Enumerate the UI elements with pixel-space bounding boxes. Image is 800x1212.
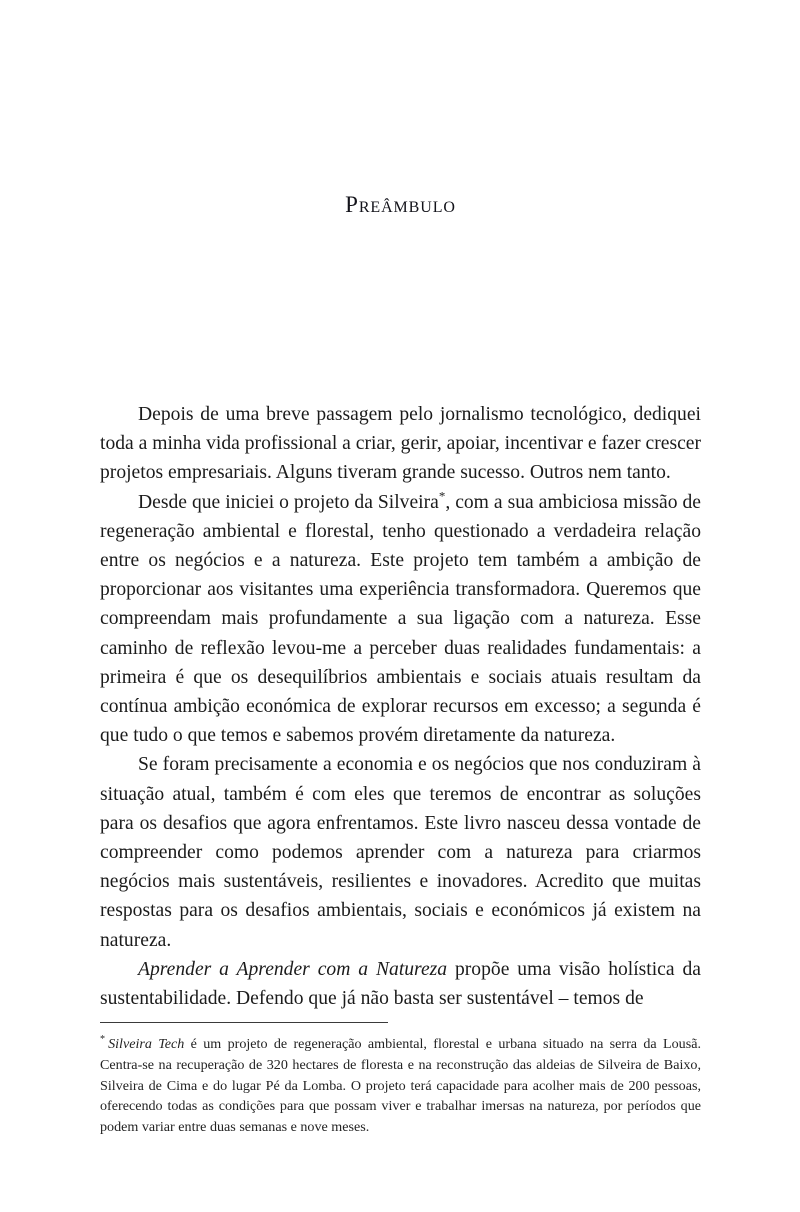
paragraph-2 (100, 488, 701, 751)
footnote-marker: * (100, 1034, 106, 1046)
paragraph-2-text-after-footnote: , com a sua ambiciosa missão de regeneração ambiental e florestal, tenho questionado a verdadeira relação entre os negócios e a natureza. Este projeto tem também a ambição de proporcionar aos visitantes uma experiência transformadora. Queremos que compreendam mais profundamente a sua ligação com a natureza. Esse caminho de reflexão levou-me a perceber duas realidades fundamentais: a primeira é que os desequilíbrios ambientais e sociais atuais resultam da contínua ambição económica de explorar recursos em excesso; a segunda é que tudo o que temos e sabemos provém diretamente da natureza. (100, 491, 701, 747)
paragraph-2-text-before-footnote: Desde que iniciei o projeto da Silveira (138, 491, 439, 513)
body-text-block (100, 400, 701, 1013)
footnote-area (100, 1022, 701, 1138)
page-title: Preâmbulo (345, 192, 456, 217)
footnote-separator-rule (100, 1022, 388, 1023)
paragraph-3: Se foram precisamente a economia e os negócios que nos conduziram à situação atual, também é com eles que teremos de encontrar as soluções para os desafios que agora enfrentamos. Este livro nasceu dessa vontade de compreender como podemos aprender com a natureza para criarmos negócios mais sustentáveis, resilientes e inovadores. Acredito que muitas respostas para os desafios ambientais, sociais e económicos já existem na natureza. (100, 754, 701, 951)
footnote-reference-marker[interactable]: * (438, 488, 446, 504)
footnote-body-text: é um projeto de regeneração ambiental, florestal e urbana situado na serra da Lousã. Centra-se na recuperação de 320 hectares de floresta e na reconstrução das aldeias de Silveira de Baixo, Silveira de Cima e do lugar Pé da Lomba. O projeto terá capacidade para acolher mais de 200 pessoas, oferecendo todas as condições para que possam viver e trabalhar imersas na natureza, por períodos que podem variar entre duas semanas e nove meses. (100, 1036, 701, 1136)
paragraph-1: Depois de uma breve passagem pelo jornalismo tecnológico, dediquei toda a minha vida profissional a criar, gerir, apoiar, incentivar e fazer crescer projetos empresariais. Alguns tiveram grande sucesso. Outros nem tanto. (100, 404, 701, 484)
paragraph-4 (100, 955, 701, 1013)
footnote-1 (100, 1034, 701, 1138)
book-title-italic: Aprender a Aprender com a Natureza (138, 958, 448, 980)
paragraph-4-text: propõe uma visão holística da sustentabilidade. Defendo que já não basta ser sustentável – temos de (100, 958, 701, 1010)
footnote-subject-italic: Silveira Tech (108, 1036, 185, 1052)
